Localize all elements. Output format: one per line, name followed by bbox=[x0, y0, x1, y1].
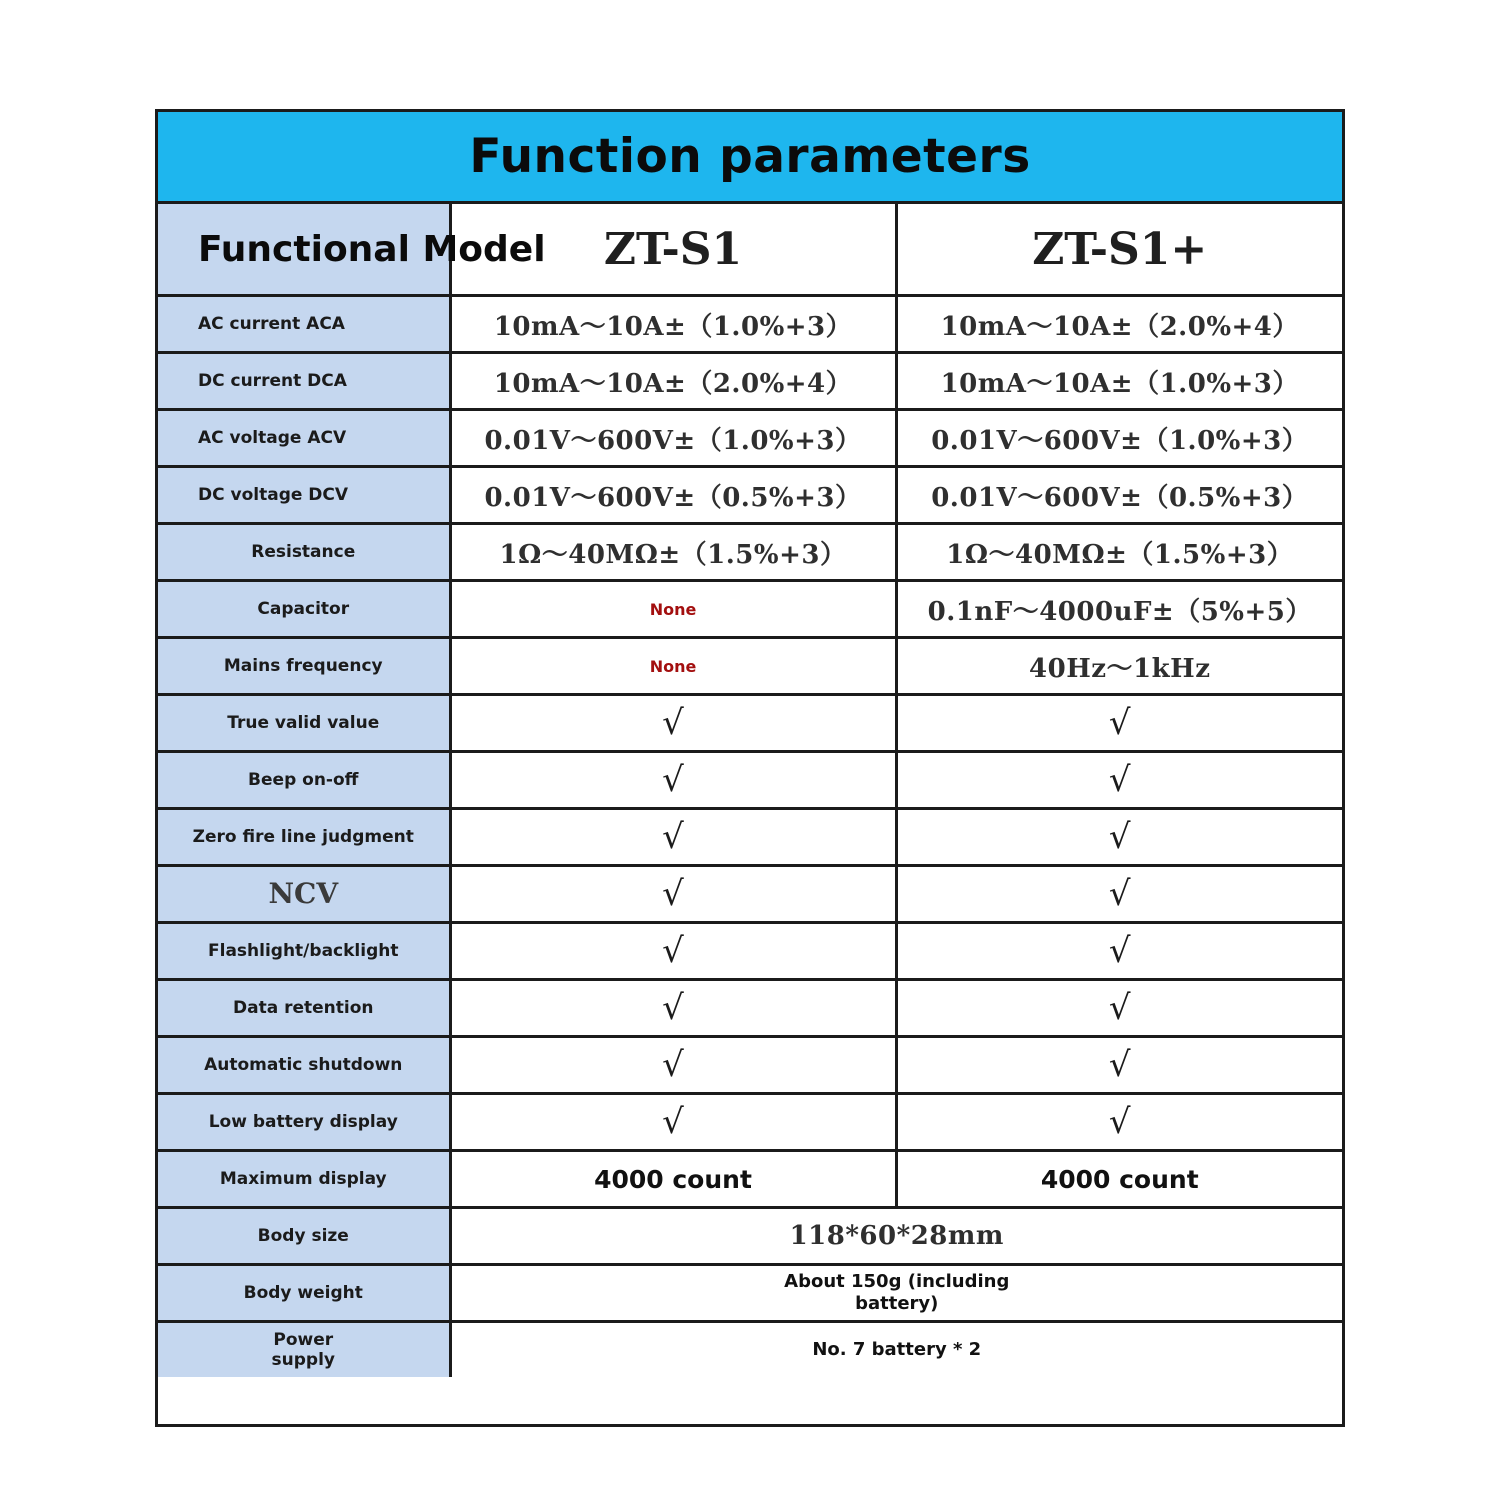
header-label-cell bbox=[158, 204, 546, 296]
row-label: Capacitor bbox=[158, 581, 450, 638]
table-row bbox=[158, 467, 1342, 524]
row-label: Flashlight/backlight bbox=[158, 923, 450, 980]
shared-value: No. 7 battery * 2 bbox=[450, 1322, 1342, 1378]
zt-s1-value: None bbox=[450, 581, 896, 638]
check-icon: √ bbox=[450, 752, 896, 809]
row-label: Maximum display bbox=[158, 1151, 450, 1208]
table-row bbox=[158, 1037, 1342, 1094]
row-label: Body weight bbox=[158, 1265, 450, 1322]
table-row bbox=[158, 1322, 1342, 1378]
table-row bbox=[158, 524, 1342, 581]
table-row bbox=[158, 809, 1342, 866]
row-label-cell bbox=[158, 1322, 450, 1378]
row-label: AC voltage ACV bbox=[158, 410, 450, 467]
shared-value: 118*60*28mm bbox=[450, 1208, 1342, 1265]
check-icon: √ bbox=[450, 866, 896, 923]
table-row bbox=[158, 923, 1342, 980]
row-label: Body size bbox=[158, 1208, 450, 1265]
model-zt-s1: ZT-S1 bbox=[450, 204, 896, 296]
table-row bbox=[158, 410, 1342, 467]
table-row bbox=[158, 1208, 1342, 1265]
table-row bbox=[158, 581, 1342, 638]
row-label: Resistance bbox=[158, 524, 450, 581]
zt-s1-plus-value: 10mA～10A±（1.0%+3） bbox=[896, 353, 1342, 410]
zt-s1-plus-value: 40Hz～1kHz bbox=[896, 638, 1342, 695]
row-label: NCV bbox=[158, 866, 450, 923]
zt-s1-value: 0.01V～600V±（0.5%+3） bbox=[450, 467, 896, 524]
zt-s1-plus-value: 0.01V～600V±（0.5%+3） bbox=[896, 467, 1342, 524]
row-label: Mains frequency bbox=[158, 638, 450, 695]
zt-s1-plus-value: 1Ω～40MΩ±（1.5%+3） bbox=[896, 524, 1342, 581]
check-icon: √ bbox=[896, 695, 1342, 752]
row-label: Power supply bbox=[271, 1330, 335, 1370]
model-zt-s1-plus: ZT-S1+ bbox=[896, 204, 1342, 296]
zt-s1-plus-value: 10mA～10A±（2.0%+4） bbox=[896, 296, 1342, 353]
zt-s1-plus-value: 4000 count bbox=[896, 1151, 1342, 1208]
parameters-sheet bbox=[155, 109, 1345, 1427]
row-label: AC current ACA bbox=[158, 296, 450, 353]
row-label: Beep on-off bbox=[158, 752, 450, 809]
header-label: Functional Model bbox=[198, 228, 546, 270]
shared-value-cell bbox=[450, 1265, 1342, 1322]
parameters-table bbox=[158, 204, 1342, 1377]
row-label: True valid value bbox=[158, 695, 450, 752]
check-icon: √ bbox=[896, 1094, 1342, 1151]
check-icon: √ bbox=[450, 980, 896, 1037]
table-row bbox=[158, 353, 1342, 410]
check-icon: √ bbox=[896, 980, 1342, 1037]
table-row bbox=[158, 1094, 1342, 1151]
check-icon: √ bbox=[896, 752, 1342, 809]
shared-value: About 150g (including battery) bbox=[784, 1271, 1010, 1314]
table-row bbox=[158, 296, 1342, 353]
row-label: DC current DCA bbox=[158, 353, 450, 410]
check-icon: √ bbox=[450, 1037, 896, 1094]
row-label: Automatic shutdown bbox=[158, 1037, 450, 1094]
table-row bbox=[158, 980, 1342, 1037]
zt-s1-value: 0.01V～600V±（1.0%+3） bbox=[450, 410, 896, 467]
table-row bbox=[158, 638, 1342, 695]
table-row bbox=[158, 1265, 1342, 1322]
check-icon: √ bbox=[896, 1037, 1342, 1094]
check-icon: √ bbox=[896, 866, 1342, 923]
table-row bbox=[158, 752, 1342, 809]
check-icon: √ bbox=[450, 809, 896, 866]
zt-s1-value: 1Ω～40MΩ±（1.5%+3） bbox=[450, 524, 896, 581]
check-icon: √ bbox=[450, 695, 896, 752]
check-icon: √ bbox=[896, 809, 1342, 866]
row-label: Low battery display bbox=[158, 1094, 450, 1151]
table-row bbox=[158, 1151, 1342, 1208]
row-label: Zero fire line judgment bbox=[158, 809, 450, 866]
table-row bbox=[158, 695, 1342, 752]
zt-s1-value: 10mA～10A±（1.0%+3） bbox=[450, 296, 896, 353]
zt-s1-plus-value: 0.01V～600V±（1.0%+3） bbox=[896, 410, 1342, 467]
row-label: Data retention bbox=[158, 980, 450, 1037]
zt-s1-value: 10mA～10A±（2.0%+4） bbox=[450, 353, 896, 410]
zt-s1-value: 4000 count bbox=[450, 1151, 896, 1208]
page-title: Function parameters bbox=[158, 112, 1342, 204]
check-icon: √ bbox=[450, 923, 896, 980]
check-icon: √ bbox=[896, 923, 1342, 980]
zt-s1-value: None bbox=[450, 638, 896, 695]
table-header-row bbox=[158, 204, 1342, 296]
table-row bbox=[158, 866, 1342, 923]
check-icon: √ bbox=[450, 1094, 896, 1151]
row-label: DC voltage DCV bbox=[158, 467, 450, 524]
zt-s1-plus-value: 0.1nF～4000uF±（5%+5） bbox=[896, 581, 1342, 638]
